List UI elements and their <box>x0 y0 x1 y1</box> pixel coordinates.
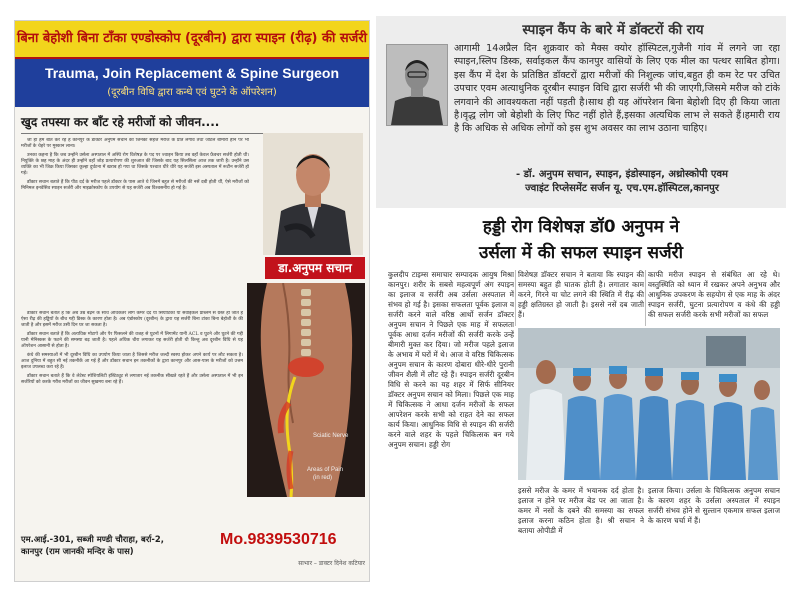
news-column-1: कुलदीप टाइम्स समाचार सम्पादक आयुष मिश्रा कानपुर। शरीर के सबसे महत्वपूर्ण अंग स्पाइन का इलाज व सर्जरी अब उर्सला अस्पताल में संभव हो गई है। इसका सफलता पूर्वक इलाज व सर्जरी करने वाले वरिष्ठ आर्थो सर्जन डॉक्टर अनुपम सचान ने पिछले एक माह में सफलता पूर्वक आधा दर्जन मरीजों की सर्जरी करके उन्हें बीमारी मुक्त कर दिया। जो मरीज पहले इलाज के अभाव में घरों में थे। आज वे वरिष्ठ चिकित्सक अनुपम सचान के कारण दोबारा धीरे-धीरे पुरानी जीवन शैली में लौट रहे हैं। स्पाइन सर्जरी दूरबीन विधि से करने का यह शहर में सिर्फ सीनियर डॉक्टर अनुपम सचान को मिला। पिछले एक माह में चिकित्सक ने आधा दर्जन मरीजों के सफल आपरेशन करके सभी को राहत देने का सफल कार्य किया। आधुनिक विधि से स्पाइन की सर्जरी करने वाले शहर के पहले चिकित्सक बन गये अनुपम सचान। हड्डी रोग <box>388 270 514 449</box>
news-column-2-continued: इससे मरीज के कमर में भयानक दर्द होता है। इलाज न होने पर मरीज बेड पर आ जाता है। कमर में नसों के दबने की समस्या का सफल इलाज करना कठिन होता है। श्री सचान ने बताया ओपीडी में <box>518 486 644 535</box>
column-divider <box>645 270 646 326</box>
pain-areas-sublabel: (in red) <box>313 475 333 481</box>
ad-paragraph: डॉक्टर सचान बताते हैं कि अब उम्र बढ़ने के साथ अधिकतर लोग कमर दर्द या सियाटिका या सर्वाइकल प्रॉब्लम से ग्रस्त हो जाते हैं ऐसा रीढ़ की हड्डियों के बीच गद्दी डिस्क के कारण होता है। अब एंडोस्कोप (दूरबीन) के द्वारा यह सर्जरी बिना टांका बिना बेहोशी के की जाती है और इसमें मरीज उसी दिन घर जा सकता है। <box>21 311 243 328</box>
surgical-team-photo <box>518 328 780 480</box>
ad-paragraph: डॉक्टर सचान बताते हैं कि अत्यधिक मोटापे और पैर फिसलने की वजह से घुटनों में लिगामेंट यानी ACL व घुटने और घुटने की गद्दी यानी मेनिस्कस के फटने की समस्या बढ़ जाती है। पहले अधिक चीरा लगाकर यह सर्जरी होती थी किन्तु अब दूरबीन विधि से यह ऑपरेशन आसानी से होता है। <box>21 332 243 349</box>
ad-paragraph: डॉक्टर सचान बताते हैं कि वे लेटेस्ट स्पेशियलिटी इंस्टिट्यूट से लगातार नई तकनीक सीखते रहते हैं और उर्सला अस्पताल में भी इन सर्जरियों को करके गरीब मरीजों का जीवन सुखमय बना रहे हैं। <box>21 374 243 385</box>
ad-paragraph: उनका कहना है कि जब उन्होंने उर्सला अस्पताल में अस्थि रोग विशेषज्ञ के पद पर ज्वाइन किया तब वहाँ केवल फ्रैक्चर सर्जरी होती थी। नियुक्ति के छह माह के अंदर ही उन्होंने वहाँ जोड़ प्रत्यारोपण की शुरुआत की जिसके बाद यह सिलसिला आज तक जारी है। उन्होंने उस व्यक्ति का भी जिक्र किया जिसका कूल्हा दुर्घटना में खराब हो गया था जिसके पश्चात धीरे धीरे यह सर्जरी इस अस्पताल में रूटीन सर्जरी हो गई। <box>21 153 249 176</box>
clinic-address <box>21 533 217 557</box>
signature-line-2: ज्वाइंट रिप्लेसमेंट सर्जन यू. एच.एम.हॉस्पिटल,कानपुर <box>525 183 719 194</box>
opinion-title: स्पाइन कैंप के बारे में डॉक्टरों की राय <box>522 22 704 38</box>
column-divider <box>515 270 516 326</box>
advertisement-clipping <box>14 20 370 582</box>
news-headline-line-1: हड्डी रोग विशेषज्ञ डॉ0 अनुपम ने <box>482 217 680 237</box>
spine-anatomy-image <box>247 283 365 497</box>
ad-subtitle-english: Trauma, Join Replacement & Spine Surgeon <box>44 65 340 81</box>
doctor-name-label: डा.अनुपम सचान <box>265 257 365 279</box>
ad-subtitle-block <box>15 59 369 107</box>
ad-article-body-bottom <box>21 311 243 549</box>
ad-paragraph: जी हाँ हम बात कर रहे हैं कानपुर के डॉक्टर अनुपम सचान की जिनका सहज मरीज के प्रति लगाव तथा जटिल बीमारी होने पर भी मरीजों के चेहरे पर मुस्कान लाना। <box>21 138 249 149</box>
pain-areas-label: Areas of Pain <box>307 467 344 473</box>
phone-number: Mo.9839530716 <box>220 531 337 548</box>
news-column-3: काफी मरीज स्पाइन से संबंधित आ रहे थे। वस्तुस्थिति को ध्यान में रखकर अपने अनुभव और आधुनिक उपकरण के सहयोग से एक माह के अंदर स्पाइन सर्जरी, घुटना प्रत्यारोपण व कंधे की हड्डी की सफल सर्जरी करके सभी मरीजों का सफल <box>648 270 780 319</box>
address-line-2: कानपुर (राम जानकी मन्दिर के पास) <box>21 546 134 556</box>
opinion-clipping <box>376 16 786 208</box>
ad-article-heading: खुद तपस्या कर बाँट रहे मरीजों को जीवन.... <box>21 115 220 129</box>
ad-subtitle-hindi: (दूरबीन विधि द्वारा कन्धे एवं घुटने के ऑपरेशन) <box>107 87 277 98</box>
doctor-photo <box>263 133 363 255</box>
news-headline-line-2: उर्सला में की सफल स्पाइन सर्जरी <box>479 243 683 263</box>
credit-line: साभार – डाक्टर दिनेश कटियार <box>298 560 365 567</box>
ad-article-body-top <box>21 138 249 310</box>
sciatic-nerve-label: Sciatic Nerve <box>313 433 349 439</box>
ad-paragraph: कंधे की समस्याओं में भी दूरबीन विधि का उपयोग किया जाता है जिससे मरीज जल्दी स्वस्थ होकर अपने कार्य पर लौट सकता है। आज दुनिया में बहुत सी नई तकनीकें आ गई हैं और डॉक्टर सचान इन तकनीकों के द्वारा कानपुर और आस-पास के मरीजों को उत्तम इलाज उपलब्ध करा रहे हैं। <box>21 353 243 370</box>
news-clipping <box>376 210 786 592</box>
doctor-portrait <box>386 44 448 126</box>
news-column-2: विशेषज्ञ डॉक्टर सचान ने बताया कि स्पाइन की समस्या बहुत ही घातक होती है। लगातार काम करने, गिरने या चोट लगने की स्थिति में रीढ़ की हड्डी क्षतिग्रस्त हो जाती है। इससे नसें दब जाती हैं। <box>518 270 644 319</box>
opinion-signature <box>466 168 778 196</box>
opinion-body: आगामी 14अप्रैल दिन शुक्रवार को मैक्स क्योर हॉस्पिटल,गुजैनी गांव में लगने जा रहा स्पाइन,स्लिप डिस्क, सर्वाइकल कैंप कानपुर वासियों के लिए एक मील का पत्थर साबित होगा। इस कैंप में देश के प्रतिष्ठित डॉक्टरों द्वारा मरीजों की निशुल्क जांच,बहुत ही कम रेट पर उचित उपचार एवम अत्याधुनिक दूरबीन स्पाइन विधि द्वारा सर्जरी भी की जाएगी,जिसमे मरीज को टांके लगवाने की आवश्यकता नहीं पड़ती है।साथ ही यह ऑपरेशन बिना बेहोशी दिए ही किया जाता है।वृद्ध लोग जो बेहोशी के लिए फिट नहीं होते हैं,इसका अत्यधिक लाभ ले सकते हैं।हमारी राय है कि अधिक से अधिक लोगों को इस शुभ अवसर का लाभ उठाना चाहिए। <box>454 43 780 135</box>
ad-banner-title: बिना बेहोशी बिना टाँका एण्डोस्कोप (दूरबीन) द्वारा स्पाइन (रीढ़) की सर्जरी <box>15 21 369 59</box>
signature-line-1: - डॉ. अनुपम सचान, स्पाइन, इंडोस्पाइन, अथ्रोस्कोपी एवम <box>516 169 728 180</box>
address-line-1: एम.आई.-301, सब्जी मण्डी चौराहा, बर्रा-2, <box>21 534 164 544</box>
news-column-3-continued: इलाज किया। उर्सला के चिकित्सक अनुपम सचान के कारण शहर के उर्सला अस्पताल में स्पाइन सर्जरी संभव होने से सुल्तान एकमात्र सफल इलाज के कारण चर्चा में हैं। <box>648 486 780 525</box>
ad-paragraph: डॉक्टर सचान बताते हैं कि पीठ दर्द के मरीज पहले डॉक्टर के पास आते थे जिनमें बहुत से मरीजों की नसें दबी होती थीं, ऐसे मरीजों को मिनिमल इनवेसिव स्पाइन सर्जरी और माइक्रोस्कोप के उपयोग से यह सर्जरी अब विश्वसनीय हो गई है। <box>21 180 249 191</box>
